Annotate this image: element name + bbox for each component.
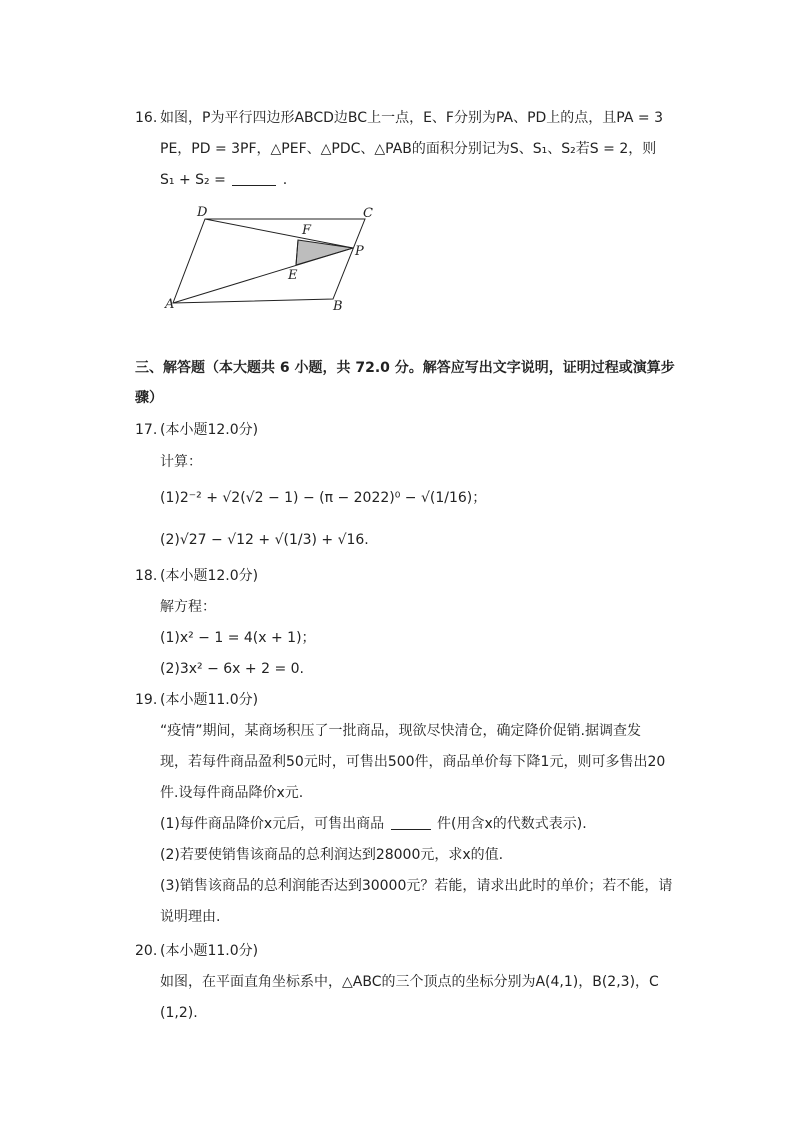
q19-part1-post: 件(用含x的代数式表示).: [437, 816, 587, 832]
q19-part1-pre: (1)每件商品降价x元后，可售出商品: [160, 816, 385, 832]
label-b: B: [333, 299, 343, 314]
q18-prompt: 解方程：: [160, 599, 216, 615]
q18-score: (本小题12.0分): [160, 568, 259, 584]
q20-number: 20.: [135, 943, 158, 959]
q16-line3-pre: S₁ + S₂ =: [160, 172, 226, 188]
q18-part1: (1)x² − 1 = 4(x + 1)；: [160, 630, 316, 646]
segment-ap: [173, 248, 353, 303]
q16-number: 16.: [135, 110, 158, 126]
label-e: E: [288, 268, 298, 283]
q17-part2: (2)√27 − √12 + √(1/3) + √16.: [160, 532, 369, 548]
label-a: A: [165, 297, 175, 312]
answer-blank[interactable]: [232, 171, 276, 186]
q17-part1: (1)2⁻² + √2(√2 − 1) − (π − 2022)⁰ − √(1/16)；: [160, 490, 487, 506]
q20-text-line2: (1,2).: [160, 1005, 198, 1021]
label-f: F: [302, 223, 312, 238]
segment-dp: [205, 219, 353, 248]
q17-score: (本小题12.0分): [160, 422, 259, 438]
q19-number: 19.: [135, 692, 158, 708]
q17-number: 17.: [135, 422, 158, 438]
q19-part3-cont: 说明理由.: [160, 909, 221, 925]
q20-text-line1: 如图，在平面直角坐标系中，△ABC的三个顶点的坐标分别为A(4,1)，B(2,3)，C: [160, 974, 659, 990]
q17-prompt: 计算：: [160, 454, 202, 470]
q19-part2: (2)若要使销售该商品的总利润达到28000元，求x的值.: [160, 847, 504, 863]
q16-line1: 如图，P为平行四边形ABCD边BC上一点，E、F分别为PA、PD上的点，且PA = 3: [160, 110, 663, 126]
parallelogram-figure: [160, 200, 390, 320]
answer-blank[interactable]: [391, 815, 431, 830]
label-d: D: [197, 205, 208, 220]
q20-score: (本小题11.0分): [160, 943, 259, 959]
q19-text-line1: “疫情”期间，某商场积压了一批商品，现欲尽快清仓，确定降价促销.据调查发: [160, 723, 641, 739]
triangle-pef-shaded: [296, 240, 353, 265]
q16-line2: PE，PD = 3PF，△PEF、△PDC、△PAB的面积分别记为S、S₁、S₂若S = 2，则: [160, 141, 657, 157]
q18-part2: (2)3x² − 6x + 2 = 0.: [160, 661, 304, 677]
section-3-heading-cont: 骤）: [135, 390, 163, 406]
label-c: C: [363, 206, 373, 221]
q16-line3-post: .: [282, 172, 288, 188]
section-3-heading: 三、解答题（本大题共 6 小题，共 72.0 分。解答应写出文字说明，证明过程或演算步: [135, 360, 675, 376]
q19-text-line2: 现，若每件商品盈利50元时，可售出500件，商品单价每下降1元，则可多售出20: [160, 754, 666, 770]
q19-part3: (3)销售该商品的总利润能否达到30000元？若能，请求出此时的单价；若不能，请: [160, 878, 673, 894]
q16-line3: [160, 170, 287, 190]
q19-text-line3: 件.设每件商品降价x元.: [160, 785, 304, 801]
label-p: P: [355, 244, 364, 259]
q18-number: 18.: [135, 568, 158, 584]
q19-score: (本小题11.0分): [160, 692, 259, 708]
q19-part1: [160, 814, 587, 834]
